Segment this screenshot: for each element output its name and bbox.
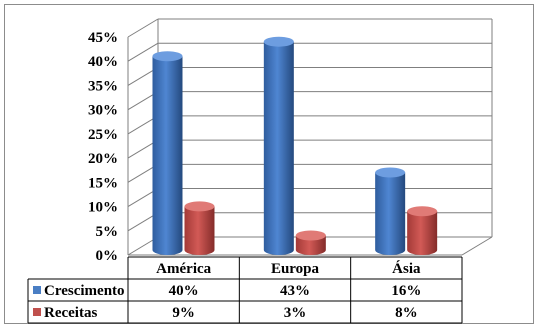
gridlines [128,19,492,255]
bar-body [407,211,437,255]
y-tick-label: 10% [88,199,118,216]
y-tick-label: 15% [88,175,118,192]
floor-right-edge [462,237,492,255]
bar-receitas-0 [184,201,214,255]
x-category-label: Europa [270,261,320,277]
bar-crescimento-0 [152,51,182,255]
bar-receitas-1 [296,230,326,255]
bar-top [375,167,405,177]
bar-body [184,206,214,255]
y-tick-label: 45% [88,30,118,46]
y-tick-label: 5% [95,223,118,240]
bars [152,37,437,255]
y-tick-label: 0% [95,248,118,264]
bar-crescimento-2 [375,167,405,255]
data-cell: 16% [391,283,422,299]
legend-label: Crescimento [44,283,125,299]
bar-body [375,172,405,255]
bar-top [407,206,437,216]
gridline-side [128,19,158,37]
y-tick-label: 40% [88,54,118,71]
bar-top [184,201,214,211]
data-cell: 8% [395,305,418,321]
y-tick-label: 25% [88,126,118,143]
data-cell: 43% [280,283,310,299]
legend-swatch [33,286,41,294]
y-tick-label: 30% [88,102,118,119]
bar-body [264,42,294,255]
legend-label: Receitas [44,305,98,321]
y-tick-label: 35% [88,78,118,95]
bar-top [264,37,294,47]
bar-receitas-2 [407,206,437,255]
bar-body [152,56,182,255]
data-cell: 3% [283,305,307,321]
bar-top [296,230,326,240]
data-table [28,257,462,323]
axes [128,19,492,255]
bar-top [152,51,182,61]
bar-crescimento-1 [264,37,294,255]
x-category-label: América [156,261,212,277]
data-cell: 40% [168,283,199,299]
x-category-label: Ásia [392,261,421,277]
legend-swatch [33,308,41,316]
data-cell: 9% [172,305,195,321]
y-tick-labels [88,30,118,264]
y-tick-label: 20% [88,151,118,168]
